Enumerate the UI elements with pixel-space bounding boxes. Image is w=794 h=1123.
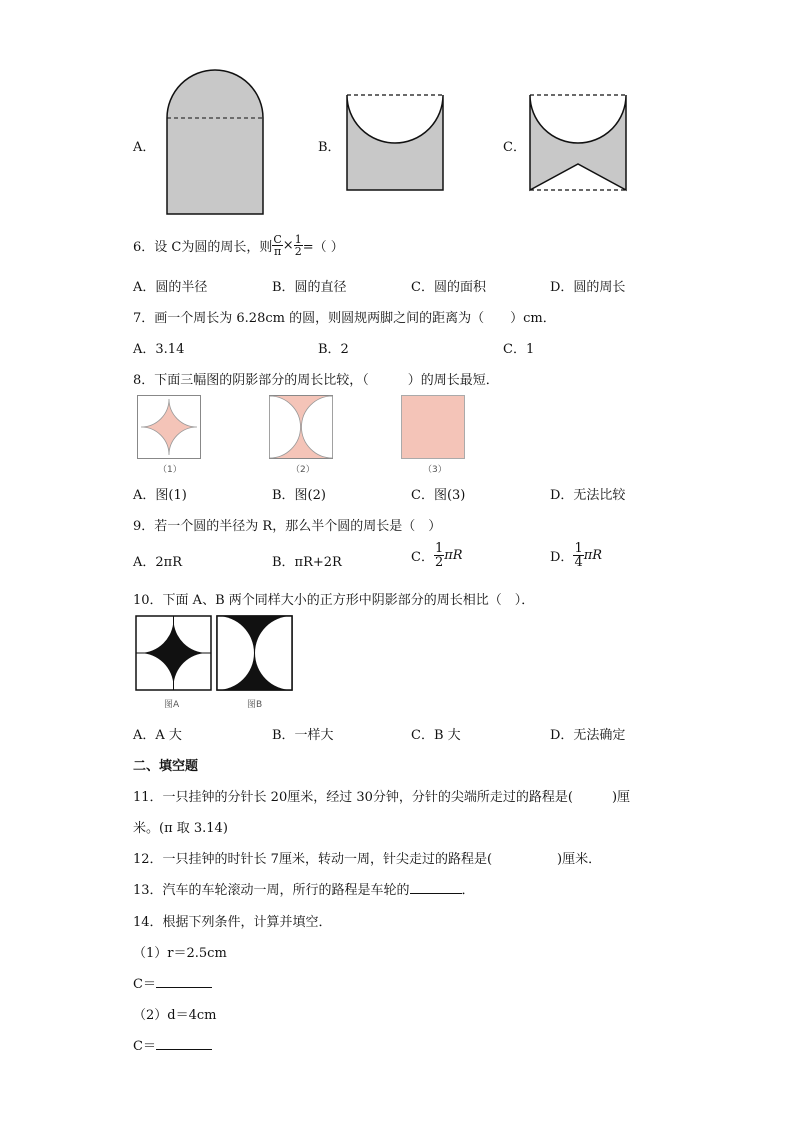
q10-figure-a [135, 615, 212, 691]
q5-option-b-label: B． [318, 140, 341, 155]
q13-text-before: 13．汽车的车轮滚动一周，所行的路程是车轮的 [133, 883, 410, 898]
q9-option-d-prefix: D． [550, 550, 574, 565]
q6-option-c[interactable]: C．圆的面积 [411, 280, 486, 295]
q5-figure-c [529, 94, 627, 192]
q8-option-d[interactable]: D．无法比较 [550, 488, 626, 503]
question-10: 10．下面 A、B 两个同样大小的正方形中阴影部分的周长相比（ ）． [133, 593, 535, 608]
q9-option-c-tail: πR [444, 548, 463, 563]
q6-frac2-denominator: 2 [294, 245, 302, 258]
q14-c-label-1: C＝ [133, 977, 156, 992]
q9-option-c-denominator: 2 [434, 555, 444, 570]
q14-answer-2 [133, 1035, 212, 1054]
q5-option-c-label: C． [503, 140, 526, 155]
q9-option-c-fraction [434, 542, 444, 569]
question-12: 12．一只挂钟的时针长 7厘米，转动一周，针尖走过的路程是( )厘米． [133, 852, 602, 867]
q10-caption-a: 图A [164, 700, 180, 710]
q8-option-c[interactable]: C．图(3) [411, 488, 466, 503]
q10-option-b[interactable]: B．一样大 [272, 728, 334, 743]
q8-option-a[interactable]: A．图(1) [133, 488, 187, 503]
q6-prefix: 6．设 C为圆的周长，则 [133, 240, 273, 255]
q9-option-d[interactable] [550, 542, 602, 569]
q9-option-a[interactable]: A．2πR [133, 555, 182, 570]
question-14: 14．根据下列条件，计算并填空． [133, 915, 332, 930]
question-6 [133, 234, 344, 257]
q14-c-label-2: C＝ [133, 1039, 156, 1054]
question-7: 7．画一个周长为 6.28cm 的圆，则圆规两脚之间的距离为（ ）cm． [133, 311, 556, 326]
q8-option-b[interactable]: B．图(2) [272, 488, 326, 503]
q14-answer-1 [133, 973, 212, 992]
q7-option-a[interactable]: A．3.14 [133, 342, 185, 357]
question-11-line-2: 米。(π 取 3.14) [133, 821, 228, 836]
q14-answer-blank-2[interactable] [156, 1049, 212, 1050]
q5-option-a-label: A． [133, 140, 156, 155]
q10-option-d[interactable]: D．无法确定 [550, 728, 626, 743]
q9-option-b[interactable]: B．πR+2R [272, 555, 342, 570]
q9-option-d-fraction [573, 542, 583, 569]
q10-option-c[interactable]: C．B 大 [411, 728, 461, 743]
q9-option-d-tail: πR [583, 548, 603, 563]
question-9: 9．若一个圆的半径为 R，那么半个圆的周长是（ ） [133, 519, 442, 534]
q9-option-d-numerator: 1 [574, 541, 583, 556]
q6-fraction-one-half [294, 234, 303, 257]
q14-part-1: （1）r＝2.5cm [133, 946, 227, 961]
q10-option-a[interactable]: A．A 大 [133, 728, 182, 743]
q6-frac1-denominator: π [273, 245, 282, 258]
q6-option-d[interactable]: D．圆的周长 [550, 280, 626, 295]
q13-text-after: ． [461, 883, 475, 898]
q8-caption-3: （3） [423, 465, 447, 475]
question-11-line-1: 11．一只挂钟的分针长 20厘米，经过 30分钟，分针的尖端所走过的路程是( )厘 [133, 790, 631, 805]
q8-figure-1 [137, 395, 201, 459]
q9-option-d-denominator: 4 [574, 555, 583, 570]
q10-caption-b: 图B [247, 700, 263, 710]
question-13 [133, 879, 475, 898]
q6-fraction-c-over-pi [272, 234, 282, 257]
q7-option-b[interactable]: B．2 [318, 342, 349, 357]
q6-frac1-numerator: C [273, 233, 282, 246]
q13-answer-blank[interactable] [410, 893, 462, 894]
q8-figure-3 [401, 395, 465, 459]
q9-option-c-numerator: 1 [434, 541, 444, 556]
q9-option-c[interactable] [411, 542, 463, 569]
question-8: 8．下面三幅图的阴影部分的周长比较，（ ）的周长最短． [133, 373, 499, 388]
q6-times-sign: × [282, 238, 294, 253]
q5-figure-b [346, 94, 444, 192]
section-title-fill-in: 二、填空题 [133, 759, 199, 774]
q7-option-c[interactable]: C．1 [503, 342, 535, 357]
q8-figure-2 [269, 395, 333, 459]
q5-figure-a [165, 70, 265, 216]
q6-option-a[interactable]: A．圆的半径 [133, 280, 208, 295]
q14-part-2: （2）d＝4cm [133, 1008, 217, 1023]
q14-answer-blank-1[interactable] [156, 987, 212, 988]
q8-caption-1: （1） [158, 465, 182, 475]
q6-suffix: =（ ） [302, 240, 344, 255]
q6-option-b[interactable]: B．圆的直径 [272, 280, 347, 295]
q8-caption-2: （2） [291, 465, 315, 475]
q9-option-c-prefix: C． [411, 550, 434, 565]
q6-frac2-numerator: 1 [294, 233, 302, 246]
q10-figure-b [216, 615, 293, 691]
